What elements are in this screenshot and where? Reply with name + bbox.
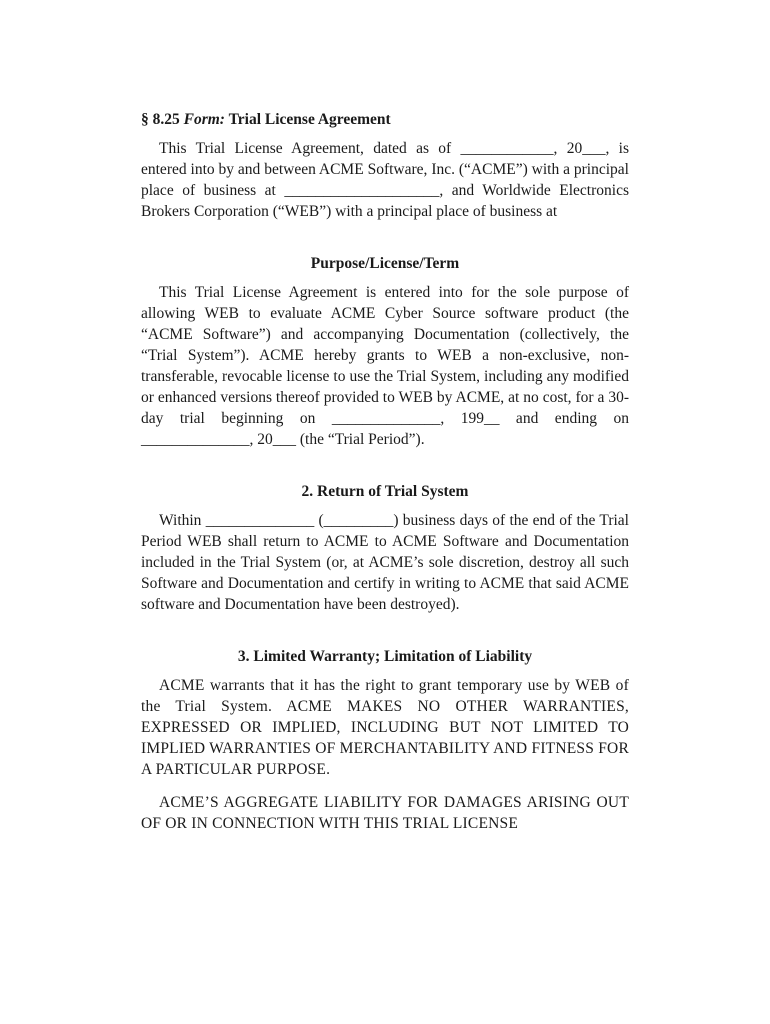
warranty-paragraph: ACME warrants that it has the right to grant temporary use by WEB of the Trial System. ACME MAKES NO OTHER WARRANTIES, EXPRESSED OR IMPLIED, INCLUDING BUT NOT LIMITED TO IMPLIED WARRANTIES OF MERCHANTABILITY AND FITNESS FOR A PARTICULAR PURPOSE. [141, 677, 629, 778]
liability-paragraph: ACME’S AGGREGATE LIABILITY FOR DAMAGES ARISING OUT OF OR IN CONNECTION WITH THIS TRIAL LICENSE [141, 794, 629, 832]
section-number: § 8.25 [141, 111, 180, 128]
document-page [141, 108, 629, 834]
section-heading-warranty: 3. Limited Warranty; Limitation of Liability [237, 648, 533, 665]
section-heading-purpose: Purpose/License/Term [310, 255, 460, 272]
return-paragraph: Within ______________ (_________) business days of the end of the Trial Period WEB shall return to ACME to ACME Software and Documentation included in the Trial System (or, at ACME’s sole discretion, destroy all such Software and Documentation and certify in writing to ACME that said ACME software and Documentation have been destroyed). [141, 512, 629, 613]
form-label: Form: [183, 111, 225, 128]
purpose-paragraph: This Trial License Agreement is entered into for the sole purpose of allowing WEB to evaluate ACME Cyber Source software product (the “ACME Software”) and accompanying Documentation (collectively, the “Trial System”). ACME hereby grants to WEB a non-exclusive, non-transferable, revocable license to use the Trial System, including any modified or enhanced versions thereof provided to WEB by ACME, at no cost, for a 30-day trial beginning on ______________, 199__ and ending on ______________, 20___ (the “Trial Period”). [141, 284, 629, 448]
form-heading [141, 108, 629, 132]
intro-paragraph: This Trial License Agreement, dated as of ____________, 20___, is entered into by and between ACME Software, Inc. (“ACME”) with a principal place of business at ____________________, and Worldwide Electronics Brokers Corporation (“WEB”) with a principal place of business at [141, 140, 629, 220]
form-title: Trial License Agreement [228, 111, 391, 128]
section-heading-return: 2. Return of Trial System [301, 483, 469, 500]
